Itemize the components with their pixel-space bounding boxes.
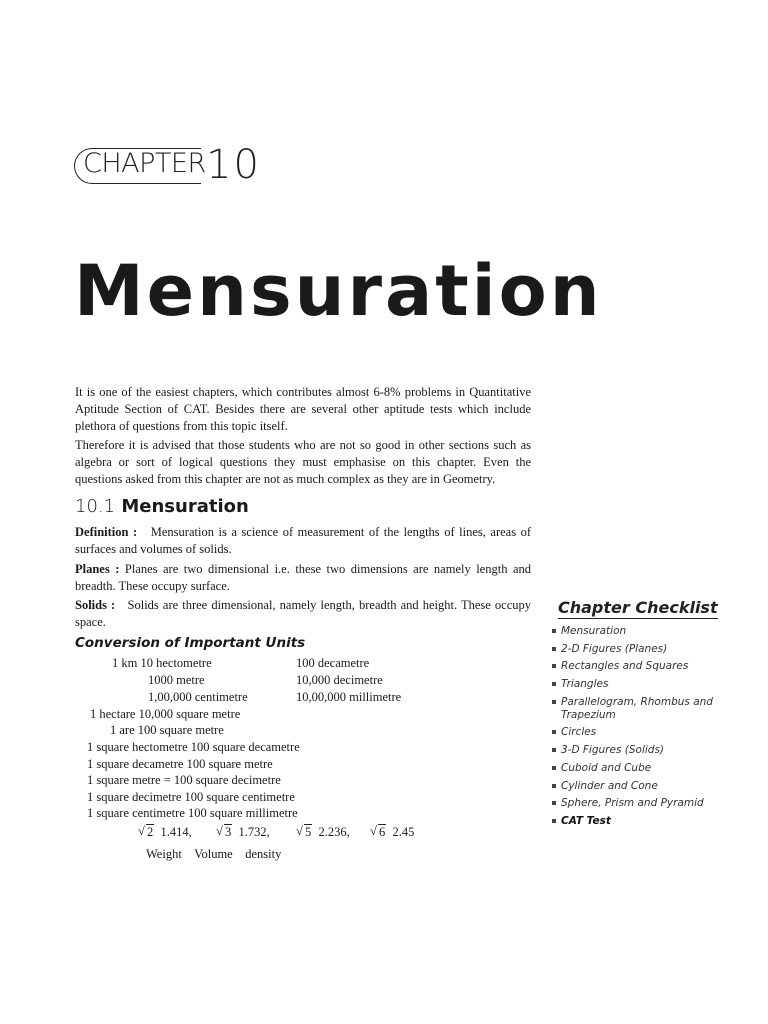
section-heading: [75, 496, 249, 517]
definition-text: Mensuration is a science of measurement of the lengths of lines, areas of surfaces and volumes of solids.: [75, 525, 532, 556]
chapter-number: 10: [206, 142, 261, 188]
checklist-title: Chapter Checklist: [558, 598, 718, 617]
conversion-line: 10,00,000 millimetre: [296, 690, 402, 704]
definition-paragraph: [75, 524, 531, 558]
conversion-line: 1000 metre: [148, 673, 205, 687]
checklist-item: Parallelogram, Rhombus and Trapezium: [552, 696, 752, 722]
chapter-label: [74, 142, 324, 188]
square-bullet-icon: [552, 664, 556, 668]
square-bullet-icon: [552, 784, 556, 788]
square-bullet-icon: [552, 766, 556, 770]
planes-term: Planes :: [75, 562, 120, 576]
solids-text: Solids are three dimensional, namely length, breadth and height. These occupy space.: [75, 598, 531, 629]
section-title: Mensuration: [121, 496, 249, 517]
square-bullet-icon: [552, 682, 556, 686]
conversion-line: 100 decametre: [296, 656, 370, 670]
conversion-line: 1 hectare 10,000 square metre: [90, 707, 241, 721]
conversion-line: 1 square metre = 100 square decimetre: [87, 773, 281, 787]
solids-paragraph: [75, 597, 531, 631]
conversion-line: 1 square decimetre 100 square centimetre: [87, 790, 295, 804]
conversion-line: 1 km 10 hectometre: [112, 656, 212, 670]
intro-paragraph-2: Therefore it is advised that those students who are not so good in other sections such as algebra or sort of logical questions they must emphasise on this chapter. Even the questions asked from this chapter are not as much complex as they are in Geometry.: [75, 438, 531, 486]
checklist-item: 2-D Figures (Planes): [552, 643, 752, 656]
conversion-line: 1,00,000 centimetre: [148, 690, 248, 704]
square-bullet-icon: [552, 819, 556, 823]
checklist-item: 3-D Figures (Solids): [552, 744, 752, 757]
checklist-item: Rectangles and Squares: [552, 660, 752, 673]
checklist-item: Triangles: [552, 678, 752, 691]
conversion-line: 10,000 decimetre: [296, 673, 383, 687]
square-bullet-icon: [552, 730, 556, 734]
chapter-checklist: [552, 598, 752, 833]
checklist-items: [552, 625, 752, 828]
conversion-line: 1 square decametre 100 square metre: [87, 757, 273, 771]
root-6: √ 6 2.45: [370, 824, 415, 839]
definition-term: Definition :: [75, 525, 138, 539]
planes-text: Planes are two dimensional i.e. these two dimensions are namely length and breadth. These occupy surface.: [75, 562, 531, 593]
root-5: √ 5 2.236,: [296, 824, 350, 839]
square-bullet-icon: [552, 700, 556, 704]
root-2: √ 2 1.414,: [138, 824, 192, 839]
checklist-item: CAT Test: [552, 815, 752, 828]
conversion-line: 1 are 100 square metre: [110, 723, 224, 737]
density-formula: Weight Volume density: [146, 847, 282, 861]
solids-term: Solids :: [75, 598, 116, 612]
square-bullet-icon: [552, 629, 556, 633]
section-number: 10.1: [75, 496, 116, 517]
planes-paragraph: [75, 561, 531, 595]
checklist-item: Mensuration: [552, 625, 752, 638]
checklist-item: Cuboid and Cube: [552, 762, 752, 775]
intro-paragraph-1: It is one of the easiest chapters, which contributes almost 6-8% problems in Quantitative Aptitude Section of CAT. Besides there are several other aptitude tests which include plethora of questions from this topic itself.: [75, 385, 531, 433]
checklist-item: Cylinder and Cone: [552, 780, 752, 793]
conversion-line: 1 square centimetre 100 square millimetre: [87, 806, 298, 820]
checklist-item: Sphere, Prism and Pyramid: [552, 797, 752, 810]
chapter-word: CHAPTER: [83, 148, 206, 179]
conversion-heading: Conversion of Important Units: [75, 635, 306, 651]
root-3: √ 3 1.732,: [216, 824, 270, 839]
chapter-title: Mensuration: [74, 250, 603, 332]
square-bullet-icon: [552, 801, 556, 805]
conversion-line: 1 square hectometre 100 square decametre: [87, 740, 300, 754]
square-bullet-icon: [552, 647, 556, 651]
square-bullet-icon: [552, 748, 556, 752]
checklist-item: Circles: [552, 726, 752, 739]
